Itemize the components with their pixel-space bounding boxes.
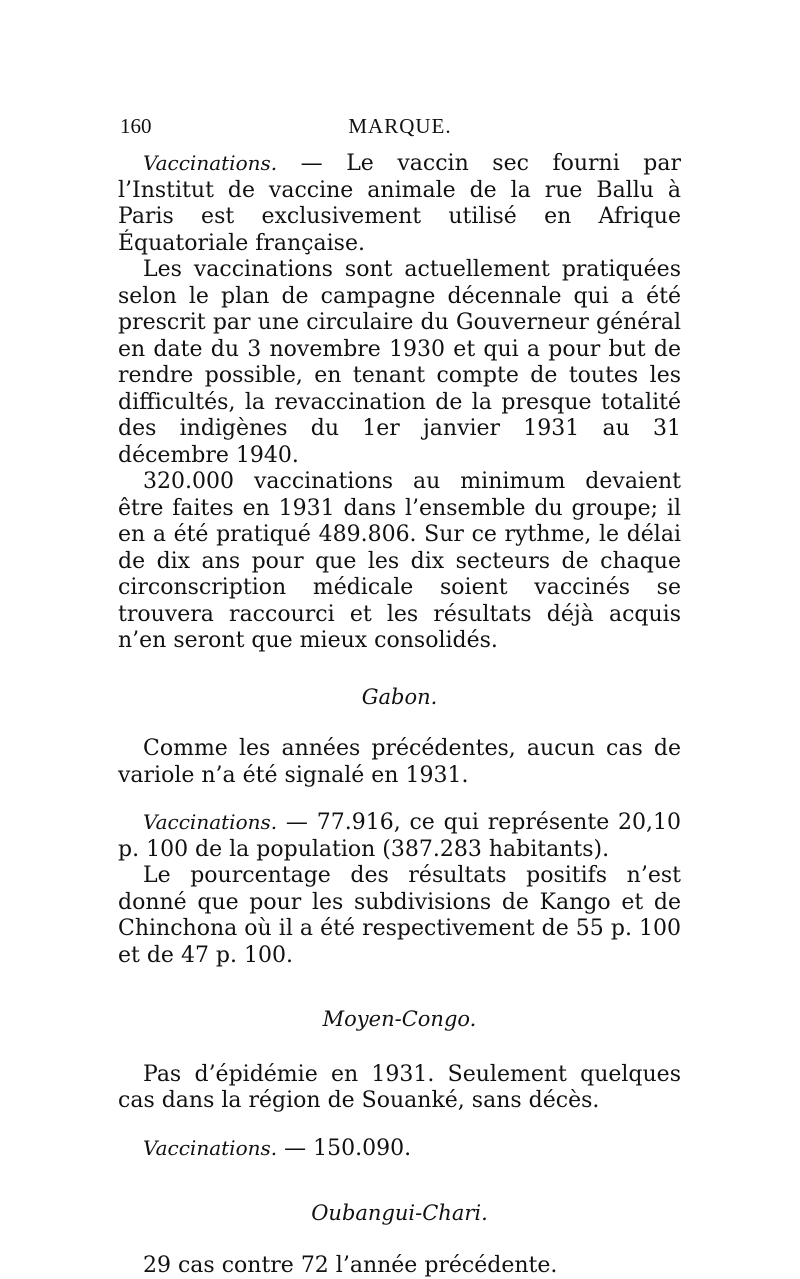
paragraph-label: Vaccinations. [143,1136,277,1160]
paragraph-label: Vaccinations. [143,810,277,834]
paragraph-gabon-vaccinations [118,809,681,863]
paragraph-moyen-epidemie: Pas d’épidémie en 1931. Seulement quelques cas dans la région de Souanké, sans décès. [118,1062,681,1115]
paragraph-label: Vaccinations. [143,151,277,175]
paragraph-vaccin-sec [118,150,681,257]
paragraph-campagne: Les vaccinations sont actuellement pratiquées selon le plan de campagne décennale qui a été prescrit par une circulaire du Gouverneur général en date du 3 novembre 1930 et qui a pour but de rendre possible, en tenant compte de toutes les difficultés, la revaccination de la presque totalité des indigènes du 1er janvier 1931 au 31 décembre 1940. [118,257,681,469]
paragraph-text: — 77.916, ce qui représente 20,10 p. 100 de la population (387.283 habitants). [118,810,681,862]
paragraph-moyen-vaccinations [118,1135,681,1163]
paragraph-text: — Le vaccin sec fourni par l’Institut de vaccine animale de la rue Ballu à Paris est exclusivement utilisé en Afrique Équatoriale française. [118,151,681,256]
paragraph-text: — 150.090. [277,1136,411,1161]
paragraph-minimum: 320.000 vaccinations au minimum devaient être faites en 1931 dans l’ensemble du groupe; il en a été pratiqué 489.806. Sur ce rythme, le délai de dix ans pour que les dix secteurs de chaque circonscription médicale soient vaccinés se trouvera raccourci et les résultats déjà acquis n’en seront que mieux consolidés. [118,469,681,655]
section-heading-oubangui-chari: Oubangui-Chari. [118,1200,681,1227]
section-heading-moyen-congo: Moyen-Congo. [118,1006,681,1033]
page-number: 160 [120,114,152,139]
paragraph-gabon-pourcentage: Le pourcentage des résultats positifs n’est donné que pour les subdivisions de Kango et de Chinchona où il a été respectivement de 55 p. 100 et de 47 p. 100. [118,863,681,969]
running-title: MARQUE. [120,114,680,139]
paragraph-gabon-variole: Comme les années précédentes, aucun cas de variole n’a été signalé en 1931. [118,736,681,789]
paragraph-oubangui-cas: 29 cas contre 72 l’année précédente. [118,1253,681,1279]
section-heading-gabon: Gabon. [118,684,681,711]
page-body [118,150,681,1279]
page-header [120,114,680,144]
